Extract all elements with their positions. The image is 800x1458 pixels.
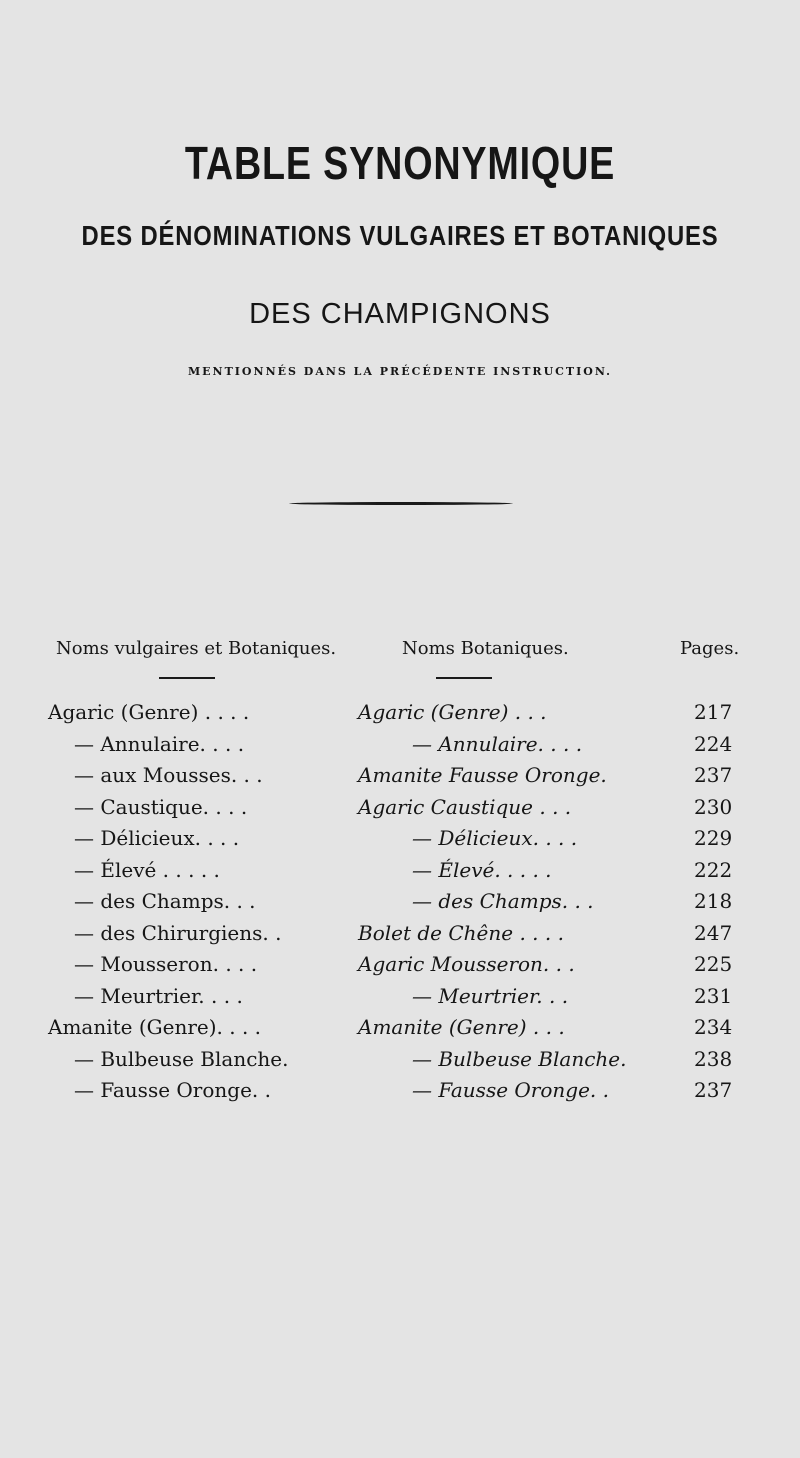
- table-row-botanical-name: Amanite Fausse Oronge.: [358, 763, 607, 787]
- table-row-page-number: 224: [694, 731, 733, 756]
- table-row-botanical-name: — Fausse Oronge. .: [412, 1078, 609, 1102]
- table-row-vulgar-name: Agaric (Genre) . . . .: [48, 700, 250, 724]
- table-row-vulgar-name: — Annulaire. . . .: [74, 731, 245, 756]
- table-row-vulgar-name: — Élevé . . . . .: [74, 857, 220, 882]
- table-row-vulgar-name: — Meurtrier. . . .: [74, 983, 243, 1008]
- table-row-page-number: 229: [694, 826, 733, 850]
- table-row-page-number: 222: [694, 857, 733, 882]
- column-header-botanical: Noms Botaniques.: [402, 638, 569, 659]
- table-row-page-number: 234: [694, 1015, 733, 1039]
- table-row-vulgar-name: — Délicieux. . . .: [74, 826, 240, 850]
- table-row-vulgar-name: — Bulbeuse Blanche.: [74, 1046, 289, 1071]
- table-row-page-number: 225: [694, 952, 733, 976]
- table-row-vulgar-name: — Mousseron. . . .: [74, 952, 258, 976]
- table-row-page-number: 238: [694, 1046, 733, 1071]
- subtitle-denominations: DES DÉNOMINATIONS VULGAIRES ET BOTANIQUES: [81, 220, 719, 251]
- table-row-page-number: 217: [694, 700, 733, 724]
- table-row-botanical-name: Agaric Caustique . . .: [358, 794, 572, 819]
- table-row-botanical-name: Bolet de Chêne . . . .: [358, 920, 564, 945]
- table-row-vulgar-name: — des Champs. . .: [74, 889, 256, 913]
- table-row-botanical-name: Agaric Mousseron. . .: [358, 952, 575, 976]
- table-row-botanical-name: — Bulbeuse Blanche.: [412, 1046, 627, 1071]
- page-title: TABLE SYNONYMIQUE: [184, 137, 616, 189]
- table-row-vulgar-name: Amanite (Genre). . . .: [48, 1015, 262, 1039]
- table-row-page-number: 237: [694, 1078, 733, 1102]
- table-row-botanical-name: — Élevé. . . . .: [412, 857, 552, 882]
- table-row-botanical-name: — Meurtrier. . .: [412, 983, 569, 1008]
- subtitle-mentionnes: MENTIONNÉS DANS LA PRÉCÉDENTE INSTRUCTION.: [187, 365, 613, 378]
- table-row-botanical-name: — Délicieux. . . .: [412, 826, 578, 850]
- decorative-rule: [289, 502, 513, 505]
- table-row-page-number: 218: [694, 889, 733, 913]
- table-row-page-number: 230: [694, 794, 733, 819]
- subtitle-champignons: DES CHAMPIGNONS: [249, 298, 551, 330]
- column-rule-vulgar: [159, 677, 215, 679]
- table-row-botanical-name: Amanite (Genre) . . .: [358, 1015, 565, 1039]
- column-header-pages: Pages.: [680, 638, 740, 659]
- table-row-page-number: 231: [694, 983, 733, 1008]
- table-row-vulgar-name: — Caustique. . . .: [74, 794, 248, 819]
- table-row-botanical-name: — des Champs. . .: [412, 889, 594, 913]
- table-row-botanical-name: — Annulaire. . . .: [412, 731, 583, 756]
- table-row-vulgar-name: — des Chirurgiens. .: [74, 920, 282, 945]
- table-row-page-number: 237: [694, 763, 733, 787]
- table-row-vulgar-name: — aux Mousses. . .: [74, 763, 263, 787]
- column-rule-botanical: [436, 677, 492, 679]
- column-header-vulgar: Noms vulgaires et Botaniques.: [56, 638, 337, 659]
- table-row-page-number: 247: [694, 920, 733, 945]
- table-row-botanical-name: Agaric (Genre) . . .: [358, 700, 547, 724]
- table-row-vulgar-name: — Fausse Oronge. .: [74, 1078, 271, 1102]
